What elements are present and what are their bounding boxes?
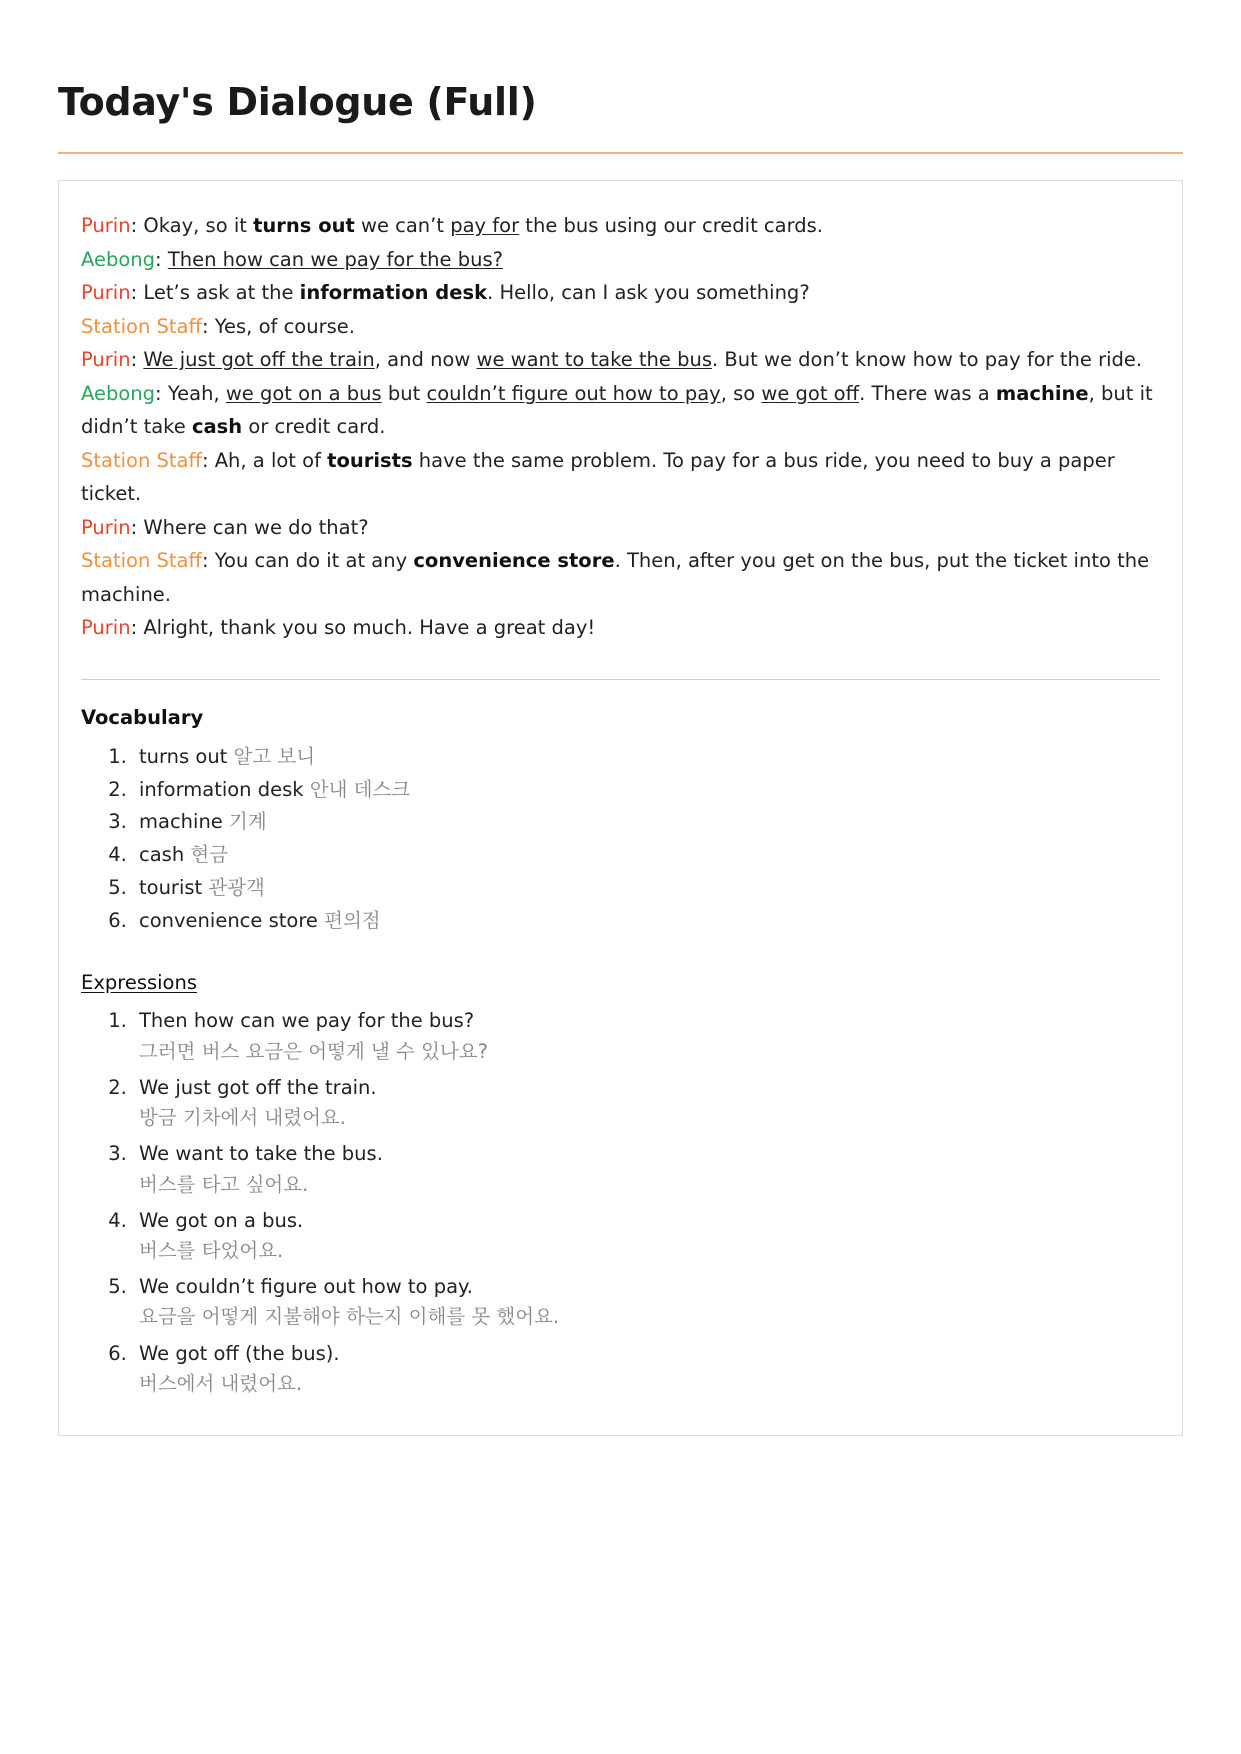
dialogue-text: : Where can we do that?	[130, 515, 369, 539]
dialogue-text: : Okay, so it turns out we can’t pay for the bus using our credit cards.	[130, 214, 824, 237]
dialogue-block	[81, 209, 1160, 645]
expressions-list	[81, 1006, 1160, 1399]
expression-korean: 그러면 버스 요금은 어떻게 낼 수 있나요?	[139, 1039, 488, 1063]
expression-item	[133, 1339, 1160, 1399]
dialogue-line	[81, 243, 1160, 277]
expression-item	[133, 1272, 1160, 1332]
vocabulary-item	[133, 806, 1160, 839]
dialogue-line	[81, 276, 1160, 310]
vocabulary-translation: 기계	[229, 810, 267, 834]
dialogue-line	[81, 377, 1160, 444]
expression-english: 6. We got off (the bus).	[139, 1341, 340, 1365]
expression-english: 5. We couldn’t figure out how to pay.	[139, 1275, 473, 1299]
vocabulary-item	[133, 839, 1160, 872]
dialogue-line	[81, 511, 1160, 545]
expression-item	[133, 1206, 1160, 1266]
dialogue-card	[58, 180, 1183, 1436]
expression-korean: 요금을 어떻게 지불해야 하는지 이해를 못 했어요.	[139, 1305, 560, 1329]
dialogue-text: : Alright, thank you so much. Have a great day!	[130, 616, 596, 640]
vocabulary-term: information desk	[139, 777, 310, 801]
vocabulary-translation: 편의점	[324, 908, 381, 932]
vocabulary-term: convenience store	[139, 908, 325, 932]
speaker-label: Aebong	[81, 247, 156, 271]
vocabulary-translation: 안내 데스크	[309, 777, 411, 801]
vocabulary-item	[133, 774, 1160, 807]
expression-item	[133, 1139, 1160, 1199]
speaker-label: Purin	[81, 616, 131, 640]
speaker-label: Purin	[81, 348, 131, 372]
title-divider	[58, 152, 1183, 154]
expressions-heading: Expressions	[81, 971, 198, 995]
dialogue-line	[81, 444, 1160, 511]
vocabulary-item	[133, 741, 1160, 774]
speaker-label: Aebong	[81, 381, 156, 405]
speaker-label: Purin	[81, 515, 131, 539]
speaker-label: Purin	[81, 214, 131, 237]
vocabulary-term: cash	[139, 843, 191, 867]
page-title: Today's Dialogue (Full)	[58, 80, 537, 124]
vocabulary-heading: Vocabulary	[81, 705, 204, 729]
dialogue-text: : Then how can we pay for the bus?	[155, 247, 503, 271]
expression-korean: 버스를 타었어요.	[139, 1238, 284, 1262]
dialogue-text: : We just got off the train, and now we want to take the bus. But we don’t know how to pay for the ride.	[130, 348, 1143, 372]
speaker-label: Station Staff	[81, 448, 202, 472]
vocabulary-list	[81, 741, 1160, 938]
vocabulary-term: tourist	[139, 875, 209, 899]
dialogue-line	[81, 611, 1160, 645]
speaker-label: Station Staff	[81, 549, 202, 573]
expression-korean: 버스에서 내렸어요.	[139, 1371, 303, 1395]
speaker-label: Purin	[81, 281, 131, 305]
speaker-label: Station Staff	[81, 314, 202, 338]
vocabulary-item	[133, 872, 1160, 905]
dialogue-text: : Ah, a lot of tourists have the same problem. To pay for a bus ride, you need to buy a paper ticket.	[81, 448, 1115, 506]
expression-english: 3. We want to take the bus.	[139, 1142, 383, 1166]
vocabulary-translation: 현금	[190, 843, 229, 867]
dialogue-line	[81, 343, 1160, 377]
dialogue-line	[81, 544, 1160, 611]
dialogue-text: : Let’s ask at the information desk. Hello, can I ask you something?	[130, 281, 810, 305]
dialogue-line	[81, 310, 1160, 344]
section-divider	[81, 679, 1160, 680]
dialogue-text: : Yes, of course.	[201, 314, 355, 338]
vocabulary-term: machine	[139, 810, 229, 834]
dialogue-text: : Yeah, we got on a bus but couldn’t figure out how to pay, so we got off. There was a machine, but it didn’t take cash or credit card.	[81, 381, 1153, 439]
expression-item	[133, 1006, 1160, 1066]
expression-english: 2. We just got off the train.	[139, 1075, 377, 1099]
dialogue-line	[81, 209, 1160, 243]
expression-english: 4. We got on a bus.	[139, 1208, 304, 1232]
vocabulary-translation: 관광객	[208, 875, 265, 899]
expression-korean: 버스를 타고 싶어요.	[139, 1172, 309, 1196]
expression-korean: 방금 기차에서 내렸어요.	[139, 1106, 346, 1130]
vocabulary-item	[133, 905, 1160, 938]
expression-english: 1. Then how can we pay for the bus?	[139, 1009, 475, 1033]
expression-item	[133, 1073, 1160, 1133]
vocabulary-translation: 알고 보니	[233, 744, 316, 768]
vocabulary-term: turns out	[139, 744, 234, 768]
dialogue-text: : You can do it at any convenience store. Then, after you get on the bus, put the ticket into the machine.	[81, 549, 1150, 606]
